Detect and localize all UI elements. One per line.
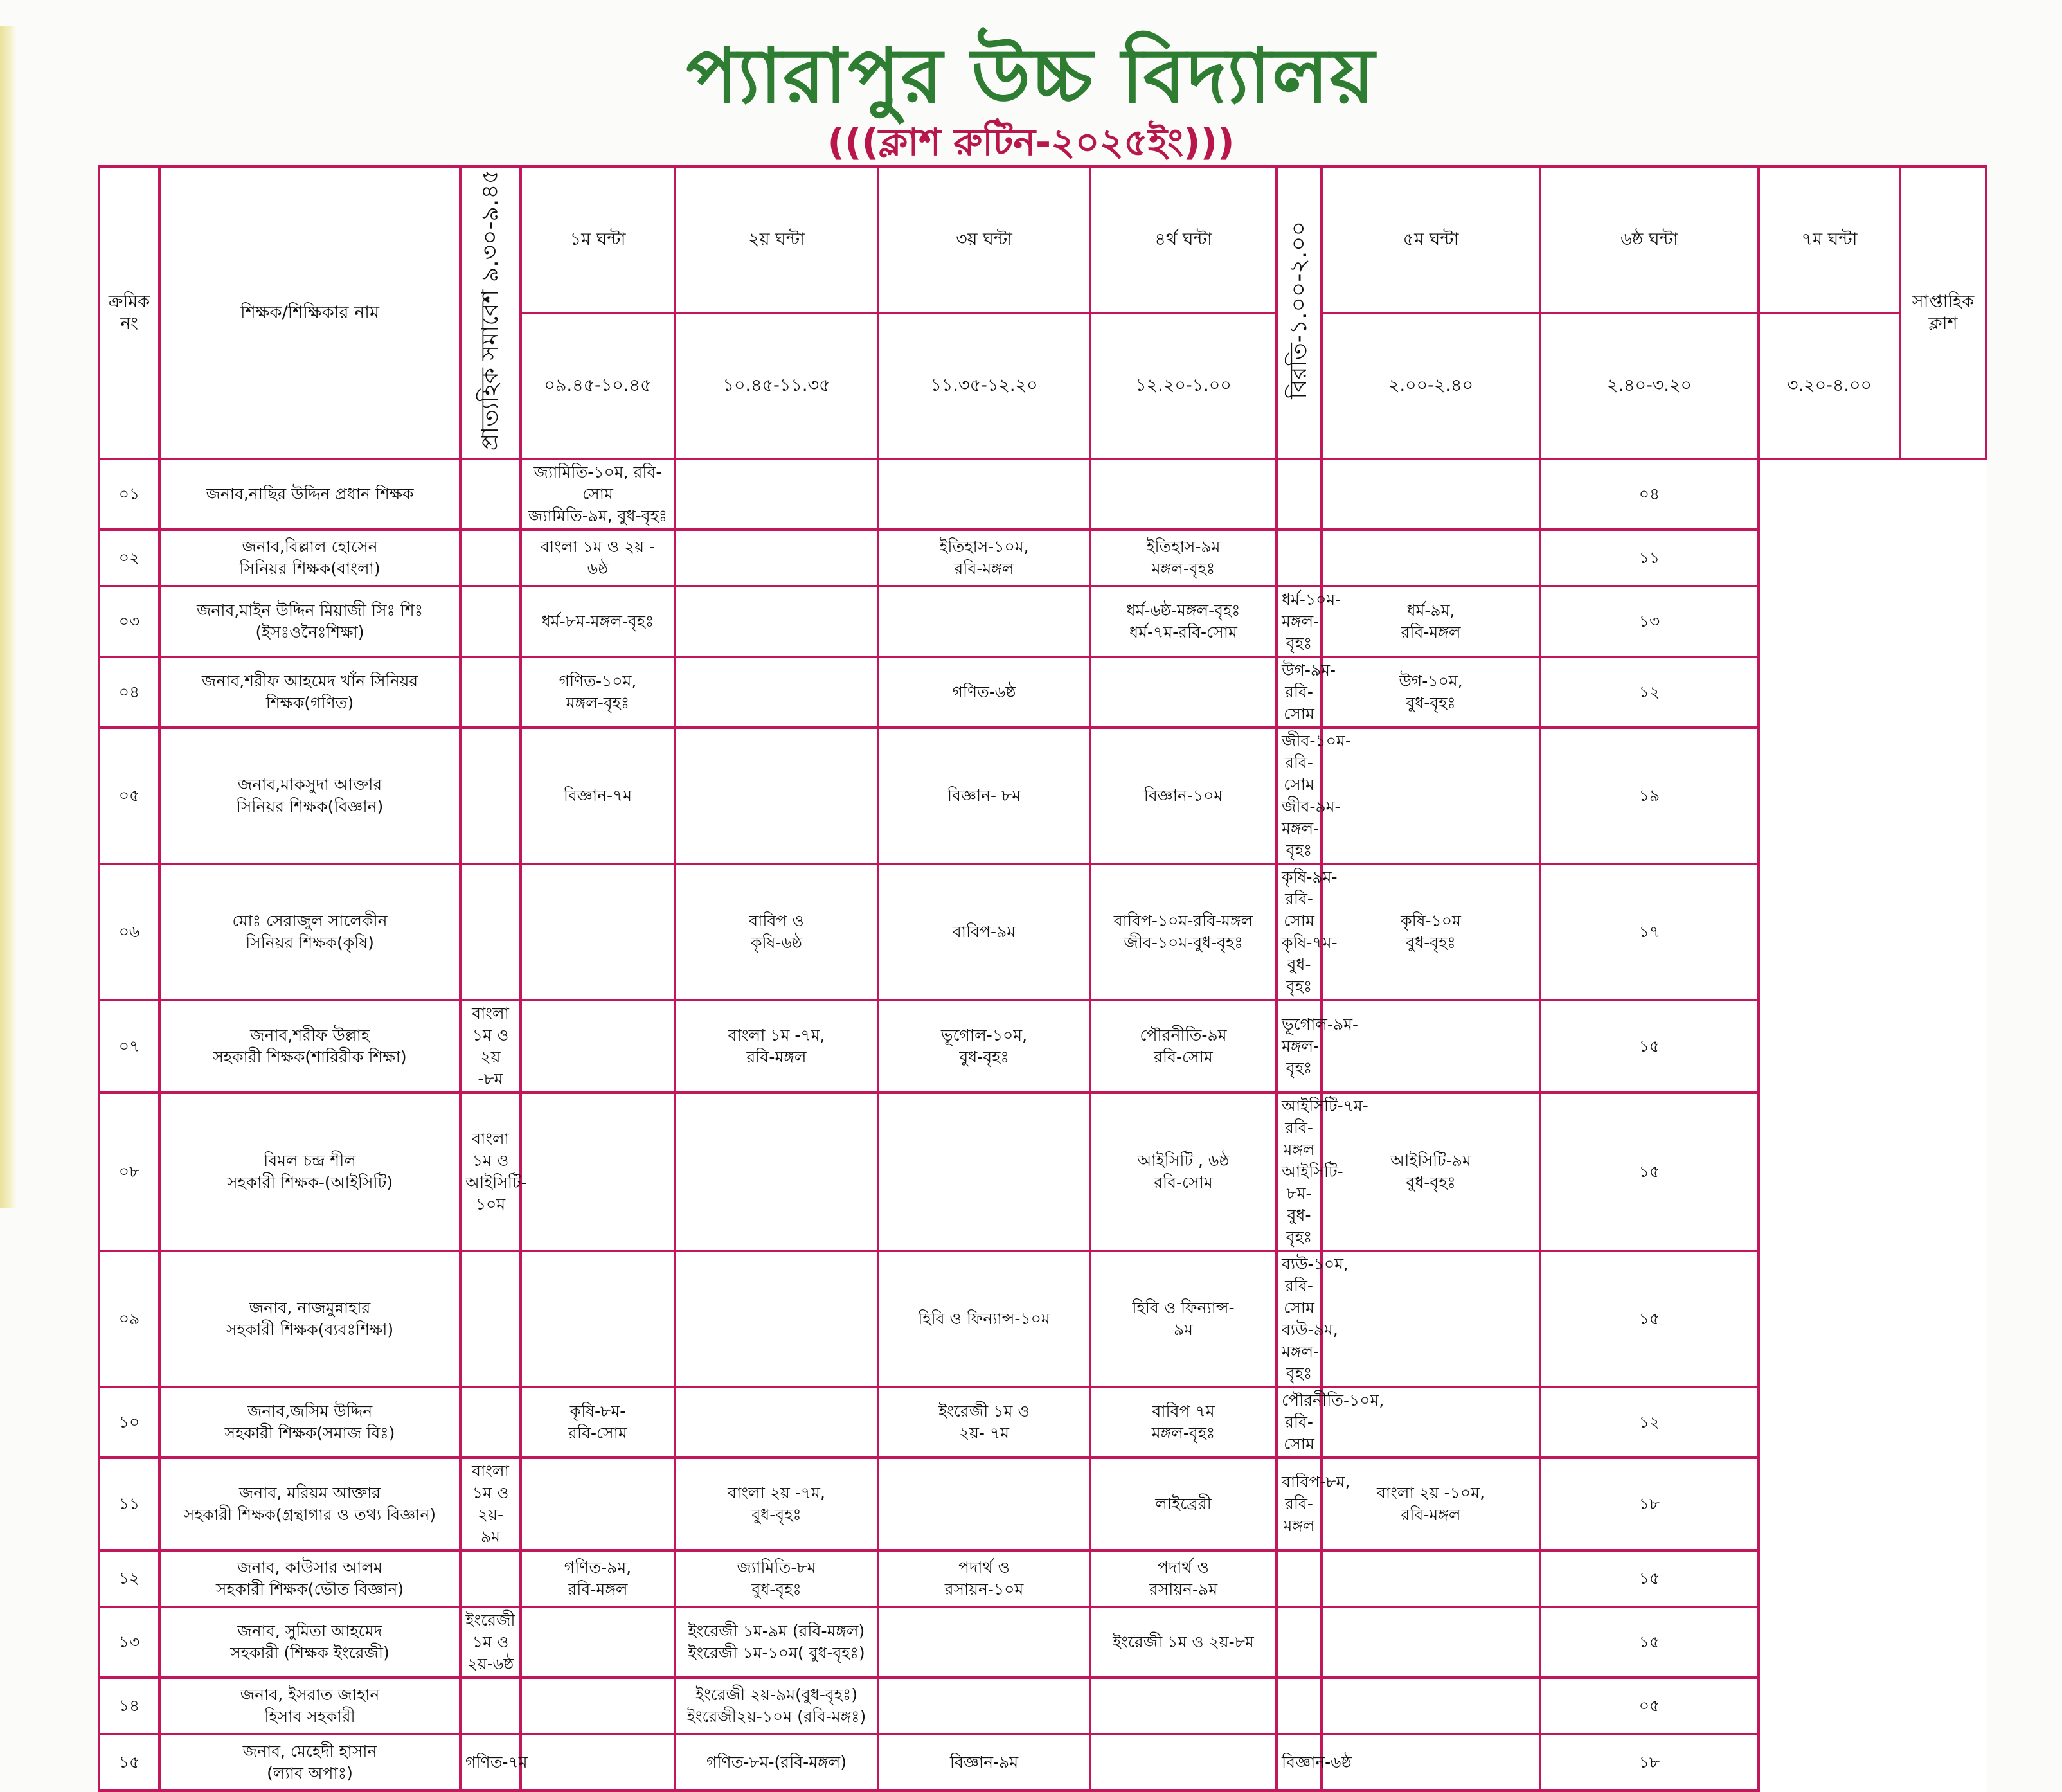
period-5-cell: পদার্থ ও রসায়ন-৯ম [1090,1550,1277,1607]
period-6-cell: ভূগোল-৯ম- মঙ্গল-বৃহঃ [1277,1000,1322,1093]
teacher-name-cell: জনাব,জসিম উদ্দিন সহকারী শিক্ষক(সমাজ বিঃ) [159,1387,460,1458]
serial-cell: ০৭ [99,1000,159,1093]
time-header-3: ১১.৩৫-১২.২০ [878,313,1090,460]
serial-cell: ১৩ [99,1607,159,1678]
period-6-cell: বাবিপ-৮ম, রবি-মঙ্গল [1277,1458,1322,1550]
period-5-cell: হিবি ও ফিন্যান্স- ৯ম [1090,1251,1277,1387]
period-header-row [99,166,1986,313]
period-2-cell [521,864,675,1000]
serial-cell: ১২ [99,1550,159,1607]
weekly-total-cell: ১৮ [1540,1458,1759,1550]
table-row [99,586,1986,657]
yellow-page-edge [0,26,17,1208]
break-band [1277,166,1322,459]
table-row [99,728,1986,864]
teacher-name-cell: বিমল চন্দ্র শীল সহকারী শিক্ষক-(আইসিটি) [159,1093,460,1251]
table-row [99,1678,1986,1734]
teacher-name-cell: জনাব, নাজমুন্নাহার সহকারী শিক্ষক(ব্যবঃশিক্ষা) [159,1251,460,1387]
period-4-cell: বাবিপ-৯ম [878,864,1090,1000]
table-row [99,1251,1986,1387]
assembly-label: প্রাত্যহিক সমাবেশ ৯.৩০-৯.৪৫ [477,169,503,451]
table-row [99,1734,1986,1791]
weekly-total-cell: ১৯ [1540,728,1759,864]
period-header-2: ২য় ঘন্টা [675,166,878,313]
weekly-total-cell: ০৪ [1540,459,1759,530]
period-2-cell [521,1734,675,1791]
period-4-cell [878,1093,1090,1251]
teacher-name-cell: জনাব,মাইন উদ্দিন মিয়াজী সিঃ শিঃ (ইসঃওনৈঃশিক্ষা) [159,586,460,657]
period-2-cell: ধর্ম-৮ম-মঙ্গল-বৃহঃ [521,586,675,657]
period-5-cell [1090,657,1277,728]
period-5-cell: লাইব্রেরী [1090,1458,1277,1550]
period-1-cell [460,864,521,1000]
serial-cell: ০৪ [99,657,159,728]
break-label: বিরতি-১.০০-২.০০ [1286,220,1312,399]
period-header-4: ৪র্থ ঘন্টা [1090,166,1277,313]
time-header-2: ১০.৪৫-১১.৩৫ [675,313,878,460]
serial-cell: ১১ [99,1458,159,1550]
teacher-name-cell: জনাব, সুমিতা আহমেদ সহকারী (শিক্ষক ইংরেজী) [159,1607,460,1678]
time-header-5: ২.০০-২.৪০ [1322,313,1540,460]
teacher-name-cell: জনাব, মরিয়ম আক্তার সহকারী শিক্ষক(গ্রন্থাগার ও তথ্য বিজ্ঞান) [159,1458,460,1550]
teacher-name-cell: জনাব, ইসরাত জাহান হিসাব সহকারী [159,1678,460,1734]
serial-cell: ১৫ [99,1734,159,1791]
period-4-cell: ভূগোল-১০ম, বুধ-বৃহঃ [878,1000,1090,1093]
period-2-cell: জ্যামিতি-১০ম, রবি-সোম জ্যামিতি-৯ম, বুধ-বৃহঃ [521,459,675,530]
teacher-name-cell: মোঃ সেরাজুল সালেকীন সিনিয়র শিক্ষক(কৃষি) [159,864,460,1000]
teacher-name-cell: জনাব,মাকসুদা আক্তার সিনিয়র শিক্ষক(বিজ্ঞান) [159,728,460,864]
period-7-cell [1322,530,1540,586]
teacher-name-cell: জনাব, কাউসার আলম সহকারী শিক্ষক(ভৌত বিজ্ঞান) [159,1550,460,1607]
table-row [99,1387,1986,1458]
routine-title: (((ক্লাশ রুটিন-২০২৫ইং))) [827,120,1235,164]
period-6-cell [1277,1607,1322,1678]
period-1-cell: বাংলা ১ম ও ২য় -৮ম [460,1000,521,1093]
period-2-cell [521,1678,675,1734]
period-header-3: ৩য় ঘন্টা [878,166,1090,313]
teacher-name-cell: জনাব, মেহেদী হাসান (ল্যাব অপাঃ) [159,1734,460,1791]
period-6-cell: কৃষি-৯ম-রবি-সোম কৃষি-৭ম-বুধ-বৃহঃ [1277,864,1322,1000]
period-5-cell: পৌরনীতি-৯ম রবি-সোম [1090,1000,1277,1093]
weekly-total-cell: ১৮ [1540,1734,1759,1791]
weekly-total-cell: ০৫ [1540,1678,1759,1734]
class-routine-table [98,165,1987,1792]
school-name: প্যারাপুর উচ্চ বিদ্যালয় [686,31,1376,120]
table-row [99,1000,1986,1093]
table-row [99,1607,1986,1678]
weekly-total-cell: ১৫ [1540,1251,1759,1387]
weekly-total-cell: ১৫ [1540,1607,1759,1678]
period-3-cell: গণিত-৮ম-(রবি-মঙ্গল) [675,1734,878,1791]
period-1-cell [460,586,521,657]
period-4-cell: পদার্থ ও রসায়ন-১০ম [878,1550,1090,1607]
period-7-cell [1322,1607,1540,1678]
period-1-cell [460,459,521,530]
period-6-cell: উগ-৯ম-রবি-সোম [1277,657,1322,728]
period-7-cell [1322,1550,1540,1607]
time-header-7: ৩.২০-৪.০০ [1759,313,1900,460]
period-3-cell [675,657,878,728]
period-3-cell [675,1093,878,1251]
period-4-cell [878,1678,1090,1734]
period-header-7: ৭ম ঘন্টা [1759,166,1900,313]
period-4-cell: বিজ্ঞান- ৮ম [878,728,1090,864]
period-7-cell [1322,1251,1540,1387]
period-2-cell: বিজ্ঞান-৭ম [521,728,675,864]
period-3-cell: বাংলা ১ম -৭ম, রবি-মঙ্গল [675,1000,878,1093]
serial-cell: ০৯ [99,1251,159,1387]
period-3-cell: ইংরেজী ২য়-৯ম(বুধ-বৃহঃ) ইংরেজী২য়-১০ম (রবি-মঙ্গঃ) [675,1678,878,1734]
serial-cell: ০৩ [99,586,159,657]
weekly-total-cell: ১৭ [1540,864,1759,1000]
period-7-cell: উগ-১০ম, বুধ-বৃহঃ [1322,657,1540,728]
period-2-cell [521,1607,675,1678]
time-header-1: ০৯.৪৫-১০.৪৫ [521,313,675,460]
period-6-cell: পৌরনীতি-১০ম, রবি-সোম [1277,1387,1322,1458]
period-1-cell [460,1550,521,1607]
period-5-cell: ইংরেজী ১ম ও ২য়-৮ম [1090,1607,1277,1678]
period-3-cell: বাবিপ ও কৃষি-৬ষ্ঠ [675,864,878,1000]
weekly-total-cell: ১৫ [1540,1550,1759,1607]
period-3-cell: ইংরেজী ১ম-৯ম (রবি-মঙ্গল) ইংরেজী ১ম-১০ম( বুধ-বৃহঃ) [675,1607,878,1678]
teacher-header: শিক্ষক/শিক্ষিকার নাম [159,166,460,459]
period-4-cell [878,1458,1090,1550]
period-3-cell [675,1387,878,1458]
period-6-cell [1277,459,1322,530]
period-3-cell [675,530,878,586]
period-7-cell: কৃষি-১০ম বুধ-বৃহঃ [1322,864,1540,1000]
period-1-cell: বাংলা ১ম ও আইসিটি- ১০ম [460,1093,521,1251]
period-2-cell [521,1000,675,1093]
period-1-cell [460,1251,521,1387]
table-row [99,657,1986,728]
weekly-total-cell: ১১ [1540,530,1759,586]
period-7-cell [1322,1678,1540,1734]
period-5-cell: বিজ্ঞান-১০ম [1090,728,1277,864]
period-6-cell [1277,1678,1322,1734]
period-1-cell: বাংলা ১ম ও ২য়- ৯ম [460,1458,521,1550]
period-7-cell: বাংলা ২য় -১০ম, রবি-মঙ্গল [1322,1458,1540,1550]
period-3-cell: বাংলা ২য় -৭ম, বুধ-বৃহঃ [675,1458,878,1550]
teacher-name-cell: জনাব,নাছির উদ্দিন প্রধান শিক্ষক [159,459,460,530]
teacher-name-cell: জনাব,শরীফ উল্লাহ সহকারী শিক্ষক(শারিরীক শিক্ষা) [159,1000,460,1093]
period-4-cell: ইংরেজী ১ম ও ২য়- ৭ম [878,1387,1090,1458]
period-4-cell: হিবি ও ফিন্যান্স-১০ম [878,1251,1090,1387]
serial-header: ক্রমিক নং [99,166,159,459]
serial-cell: ১০ [99,1387,159,1458]
period-4-cell [878,1607,1090,1678]
weekly-total-cell: ১৫ [1540,1093,1759,1251]
period-4-cell [878,459,1090,530]
period-6-cell: ধর্ম-১০ম-মঙ্গল-বৃহঃ [1277,586,1322,657]
period-1-cell [460,728,521,864]
period-6-cell: আইসিটি-৭ম- রবি-মঙ্গল আইসিটি- ৮ম- বুধ- বৃহঃ [1277,1093,1322,1251]
period-3-cell: জ্যামিতি-৮ম বুধ-বৃহঃ [675,1550,878,1607]
period-2-cell [521,1251,675,1387]
period-1-cell [460,530,521,586]
weekly-total-cell: ১২ [1540,657,1759,728]
period-7-cell: আইসিটি-৯ম বুধ-বৃহঃ [1322,1093,1540,1251]
routine-body [99,459,1986,1791]
period-4-cell [878,586,1090,657]
teacher-name-cell: জনাব,শরীফ আহমেদ খাঁন সিনিয়র শিক্ষক(গণিত) [159,657,460,728]
period-3-cell [675,1251,878,1387]
period-6-cell: ব্যউ-১০ম, রবি-সোম ব্যউ-৯ম, মঙ্গল-বৃহঃ [1277,1251,1322,1387]
period-4-cell: ইতিহাস-১০ম, রবি-মঙ্গল [878,530,1090,586]
table-row [99,459,1986,530]
serial-cell: ১৪ [99,1678,159,1734]
table-row [99,1550,1986,1607]
table-row [99,864,1986,1000]
serial-cell: ০৬ [99,864,159,1000]
weekly-total-cell: ১৩ [1540,586,1759,657]
table-row [99,530,1986,586]
weekly-header: সাপ্তাহিক ক্লাশ [1900,166,1986,459]
period-5-cell: ধর্ম-৬ষ্ঠ-মঙ্গল-বৃহঃ ধর্ম-৭ম-রবি-সোম [1090,586,1277,657]
period-header-5: ৫ম ঘন্টা [1322,166,1540,313]
period-5-cell [1090,459,1277,530]
period-5-cell: বাবিপ-১০ম-রবি-মঙ্গল জীব-১০ম-বুধ-বৃহঃ [1090,864,1277,1000]
time-header-6: ২.৪০-৩.২০ [1540,313,1759,460]
period-6-cell: জীব-১০ম-রবি-সোম জীব-৯ম-মঙ্গল-বৃহঃ [1277,728,1322,864]
period-6-cell [1277,1550,1322,1607]
period-2-cell: গণিত-৯ম, রবি-মঙ্গল [521,1550,675,1607]
period-1-cell: গণিত-৭ম [460,1734,521,1791]
period-7-cell [1322,1000,1540,1093]
period-5-cell [1090,1734,1277,1791]
period-1-cell [460,657,521,728]
period-1-cell [460,1387,521,1458]
period-5-cell: ইতিহাস-৯ম মঙ্গল-বৃহঃ [1090,530,1277,586]
period-1-cell: ইংরেজী ১ম ও ২য়-৬ষ্ঠ [460,1607,521,1678]
period-6-cell: বিজ্ঞান-৬ষ্ঠ [1277,1734,1322,1791]
period-7-cell: ধর্ম-৯ম, রবি-মঙ্গল [1322,586,1540,657]
period-1-cell [460,1678,521,1734]
serial-cell: ০২ [99,530,159,586]
table-row [99,1458,1986,1550]
weekly-total-cell: ১৫ [1540,1000,1759,1093]
period-5-cell: আইসিটি , ৬ষ্ঠ রবি-সোম [1090,1093,1277,1251]
assembly-band [460,166,521,459]
period-2-cell: কৃষি-৮ম- রবি-সোম [521,1387,675,1458]
period-3-cell [675,728,878,864]
period-7-cell [1322,728,1540,864]
period-header-1: ১ম ঘন্টা [521,166,675,313]
serial-cell: ০৫ [99,728,159,864]
serial-cell: ০৮ [99,1093,159,1251]
weekly-total-cell: ১২ [1540,1387,1759,1458]
period-2-cell [521,1458,675,1550]
period-2-cell: গণিত-১০ম, মঙ্গল-বৃহঃ [521,657,675,728]
teacher-name-cell: জনাব,বিল্লাল হোসেন সিনিয়র শিক্ষক(বাংলা) [159,530,460,586]
period-header-6: ৬ষ্ঠ ঘন্টা [1540,166,1759,313]
period-5-cell [1090,1678,1277,1734]
time-header-4: ১২.২০-১.০০ [1090,313,1277,460]
serial-cell: ০১ [99,459,159,530]
period-6-cell [1277,530,1322,586]
period-2-cell [521,1093,675,1251]
table-row [99,1093,1986,1251]
period-5-cell: বাবিপ ৭ম মঙ্গল-বৃহঃ [1090,1387,1277,1458]
period-7-cell [1322,1734,1540,1791]
period-7-cell [1322,459,1540,530]
period-3-cell [675,586,878,657]
period-4-cell: বিজ্ঞান-৯ম [878,1734,1090,1791]
period-2-cell: বাংলা ১ম ও ২য় - ৬ষ্ঠ [521,530,675,586]
period-4-cell: গণিত-৬ষ্ঠ [878,657,1090,728]
period-3-cell [675,459,878,530]
